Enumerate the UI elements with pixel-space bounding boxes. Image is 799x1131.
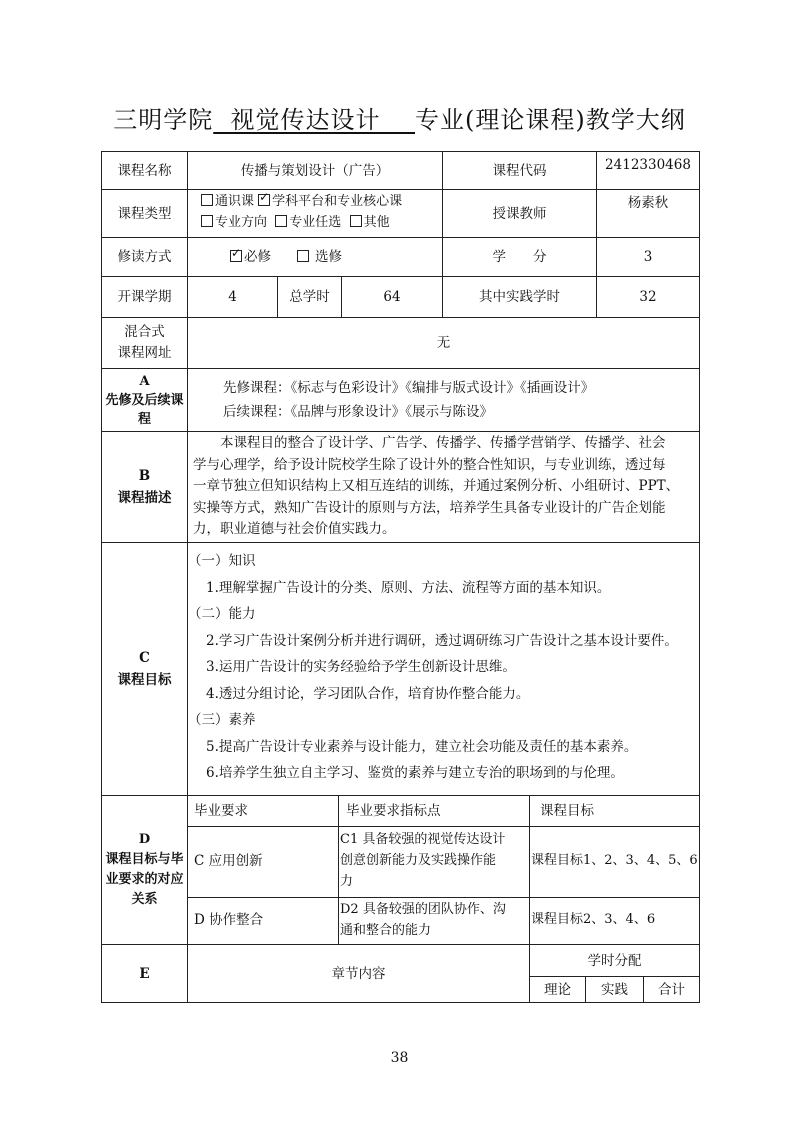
value-teacher: 杨素秋 [627, 195, 669, 211]
label-total-hours: 总学时 [289, 289, 330, 305]
page-number: 38 [390, 1050, 409, 1066]
value-practice-hours: 32 [639, 289, 657, 305]
section-a-title: A 先修及后续课 程 [105, 373, 184, 427]
course-objectives [188, 548, 698, 793]
mapping-header-goal: 课程目标 [540, 803, 594, 819]
title-suffix: 专业(理论课程)教学大纲 [415, 106, 686, 134]
section-d-title: D 课程目标与毕 业要求的对应 关系 [105, 832, 184, 907]
checkbox-core[interactable]: ✓ 学科平台和专业核心课 [258, 194, 402, 209]
section-c-title: C 课程目标 [117, 650, 172, 688]
prereq-after: 后续课程：《品牌与形象设计》《展示与陈设》 [223, 404, 493, 420]
objective-item-1: 1.理解掌握广告设计的分类、原则、方法、流程等方面的基本知识。 [206, 579, 611, 596]
mapping-row2-requirement: D 协作整合 [194, 912, 264, 928]
check-icon [230, 250, 242, 262]
title-school: 三明学院 [113, 106, 214, 134]
page-title [0, 100, 799, 135]
label-practice-hours: 其中实践学时 [479, 289, 560, 305]
check-icon [258, 194, 270, 206]
course-type-options [201, 191, 441, 237]
mapping-header-indicator: 毕业要求指标点 [346, 803, 441, 819]
objective-item-2: 2.学习广告设计案例分析并进行调研，透过调研练习广告设计之基本设计要件。 [206, 632, 678, 649]
objective-heading-literacy: （三）素养 [188, 712, 256, 728]
checkbox-elective[interactable]: 专业任选 [275, 215, 341, 230]
mapping-header-requirement: 毕业要求 [194, 803, 248, 819]
section-b-title: B 课程描述 [117, 468, 172, 506]
label-course-type: 课程类型 [117, 205, 172, 222]
mapping-row1-requirement: C 应用创新 [194, 853, 263, 869]
mapping-row1-indicator: C1 具备较强的视觉传达设计 创意创新能力及实践操作能 力 [340, 832, 506, 889]
label-semester: 开课学期 [117, 289, 172, 305]
checkbox-direction[interactable]: 专业方向 [201, 215, 267, 230]
objective-heading-knowledge: （一）知识 [188, 553, 256, 569]
label-credit: 学 分 [492, 249, 547, 265]
hours-allocation-header: 学时分配 [587, 952, 642, 969]
value-course-code: 2412330468 [605, 157, 691, 173]
objective-item-5: 5.提高广告设计专业素养与设计能力，建立社会功能及责任的基本素养。 [206, 738, 638, 755]
hours-practice-header: 实践 [601, 981, 628, 998]
checkbox-optional[interactable]: 选修 [297, 249, 342, 265]
value-course-name: 传播与策划设计（广告） [240, 162, 390, 179]
label-course-code: 课程代码 [492, 162, 547, 179]
mapping-row2-goal: 课程目标2、3、4、6 [531, 912, 656, 927]
chapter-content-header: 章节内容 [331, 965, 386, 982]
prereq-content [223, 376, 693, 428]
value-credit: 3 [643, 249, 653, 265]
value-total-hours: 64 [383, 289, 401, 305]
mapping-row2-indicator: D2 具备较强的团队协作、沟 通和整合的能力 [340, 902, 506, 938]
objective-item-6: 6.培养学生独立自主学习、鉴赏的素养与建立专治的职场到的与伦理。 [206, 765, 624, 781]
objective-item-3: 3.运用广告设计的实务经验给予学生创新设计思维。 [206, 659, 516, 675]
study-mode-options [230, 246, 440, 270]
label-study-mode: 修读方式 [117, 249, 172, 265]
label-course-name: 课程名称 [117, 162, 172, 179]
value-hybrid-url: 无 [436, 335, 451, 351]
label-hybrid-url: 混合式 课程网址 [117, 324, 172, 361]
prereq-before: 先修课程：《标志与色彩设计》《编排与版式设计》《插画设计》 [223, 380, 595, 396]
label-teacher: 授课教师 [492, 205, 547, 222]
course-description: 本课程目的整合了设计学、广告学、传播学、传播学营销学、传播学、社会 学与心理学，给予设计院校学生除了设计外的整合性知识，与专业训练，透过每 一章节独立但知识结构上又相互连结的训练，并通过案例分析、小组研讨、PPT、 实操等方式，熟知广告设计的原则与方法，培养学生具备专业设计的广告企划能 力，职业道德与社会价值实践力。 [193, 435, 680, 537]
checkbox-other[interactable]: 其他 [350, 215, 390, 230]
checkbox-required[interactable]: ✓ 必修 [230, 249, 271, 265]
hours-theory-header: 理论 [544, 981, 571, 998]
section-e-title: E [139, 965, 150, 982]
objective-heading-ability: （二）能力 [188, 606, 256, 622]
mapping-row1-goal: 课程目标1、2、3、4、5、6 [531, 853, 698, 868]
title-major: 视觉传达设计 [230, 106, 381, 134]
objective-item-4: 4.透过分组讨论，学习团队合作，培育协作整合能力。 [206, 685, 530, 702]
hours-total-header: 合计 [658, 981, 685, 998]
value-semester: 4 [228, 289, 237, 305]
checkbox-general[interactable]: 通识课 [201, 194, 254, 209]
